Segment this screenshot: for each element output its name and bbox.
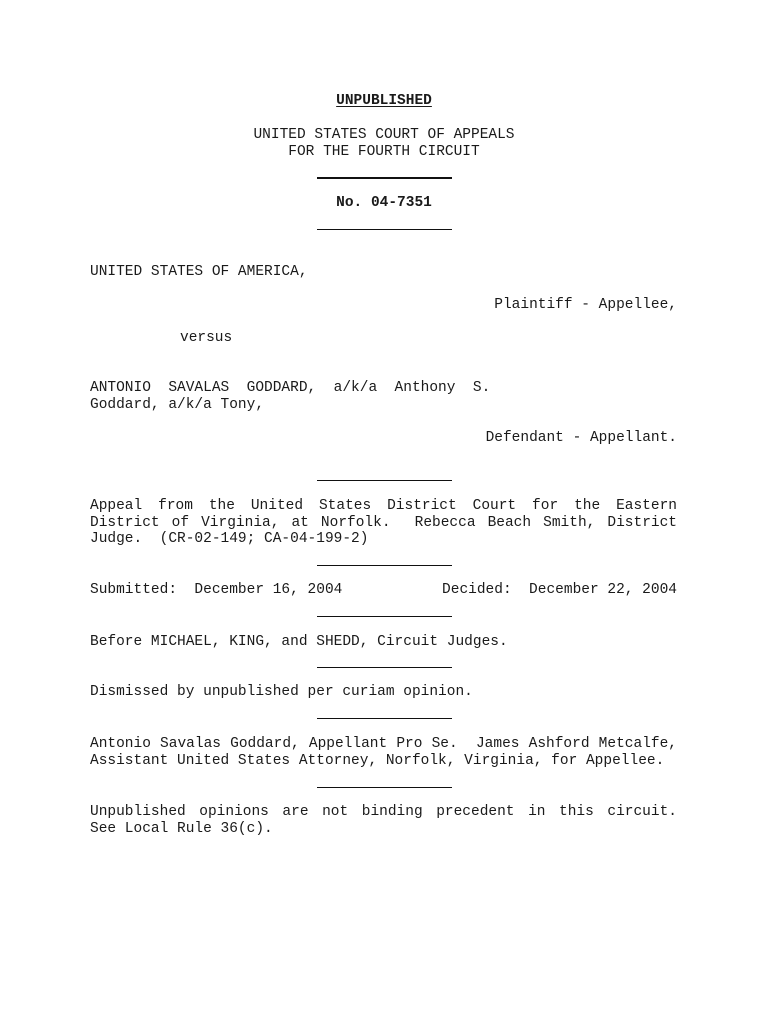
- header-rule: [317, 177, 452, 179]
- counsel-line2: Assistant United States Attorney, Norfolk, Virginia, for Appellee.: [90, 753, 665, 769]
- submitted-date: Submitted: December 16, 2004: [90, 582, 343, 598]
- defendant-name-line2: Goddard, a/k/a Tony,: [90, 397, 265, 413]
- appeal-line2: District of Virginia, at Norfolk. Rebecca Beach Smith, District: [90, 515, 677, 531]
- disposition-rule: [317, 718, 452, 719]
- court-name-line1: UNITED STATES COURT OF APPEALS: [253, 127, 515, 143]
- court-name-line2: FOR THE FOURTH CIRCUIT: [288, 144, 480, 160]
- dates-rule: [317, 616, 452, 617]
- plaintiff-name: UNITED STATES OF AMERICA,: [90, 264, 308, 280]
- counsel-rule: [317, 787, 452, 788]
- appeal-rule: [317, 565, 452, 566]
- precedent-notice-line2: See Local Rule 36(c).: [90, 821, 273, 837]
- appeal-line3: Judge. (CR-02-149; CA-04-199-2): [90, 531, 369, 547]
- panel-judges: Before MICHAEL, KING, and SHEDD, Circuit Judges.: [90, 634, 508, 650]
- unpublished-heading: UNPUBLISHED: [336, 93, 432, 109]
- defendant-name-line1: ANTONIO SAVALAS GODDARD, a/k/a Anthony S.: [90, 380, 491, 396]
- case-number: No. 04-7351: [336, 195, 432, 211]
- defendant-role: Defendant - Appellant.: [485, 430, 677, 446]
- precedent-notice-line1: Unpublished opinions are not binding precedent in this circuit.: [90, 804, 677, 820]
- disposition: Dismissed by unpublished per curiam opinion.: [90, 684, 473, 700]
- appeal-line1: Appeal from the United States District Court for the Eastern: [90, 498, 677, 514]
- caption-rule: [317, 480, 452, 481]
- panel-rule: [317, 667, 452, 668]
- versus-label: versus: [180, 330, 233, 346]
- decided-date: Decided: December 22, 2004: [442, 582, 677, 598]
- counsel-line1: Antonio Savalas Goddard, Appellant Pro Se. James Ashford Metcalfe,: [90, 736, 677, 752]
- case-number-rule: [317, 229, 452, 230]
- plaintiff-role: Plaintiff - Appellee,: [494, 297, 677, 313]
